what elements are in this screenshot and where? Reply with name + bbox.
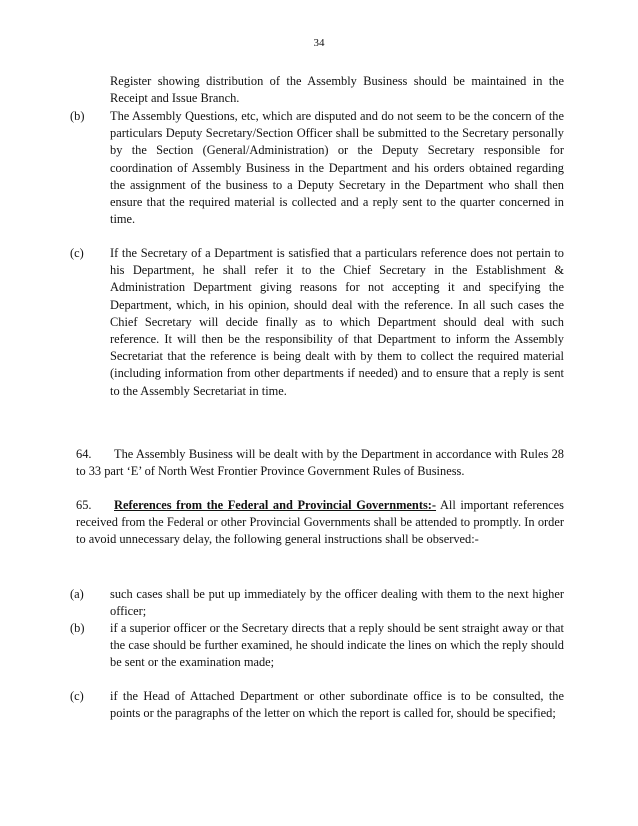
paragraph-text: All important references received from the Federal or other Provincial Governments shall be attended to promptly. In order to avoid unnecessary delay, the following general instructions shall be observed:- [76, 498, 564, 547]
list-item-label: (c) [70, 246, 84, 260]
list-item-label: (b) [70, 621, 85, 635]
list-item-continuation [110, 73, 564, 107]
list-item-label: (c) [70, 689, 84, 703]
page-number: 34 [313, 37, 325, 49]
list-item-text: If the Secretary of a Department is satisfied that a particulars reference does not pertain to his Department, he shall refer it to the Chief Secretary in the Establishment & Administration Department giving reasons for not accepting it and specifying the Department, which, in his opinion, should deal with the reference. In all such cases the Chief Secretary will decide finally as to which Department should deal with such reference. It will then be the responsibility of that Department to inform the Assembly Secretariat that the reference is being dealt with by them to collect the required material (including information from other departments if needed) and to ensure that a reply is sent to the Assembly Secretariat in time. [110, 246, 564, 398]
paragraph-heading: References from the Federal and Provincial Governments:- [114, 498, 437, 512]
list-item-text: such cases shall be put up immediately by the officer dealing with them to the next higher officer; [110, 587, 564, 619]
list-item-label: (b) [70, 109, 85, 123]
list-item-text: if a superior officer or the Secretary directs that a reply should be sent straight away or that the case should be further examined, he should indicate the lines on which the reply should be sent or the examination made; [110, 621, 564, 670]
paragraph-65 [76, 497, 564, 549]
paragraph-number: 65. [76, 498, 92, 512]
list-item-label: (a) [70, 587, 84, 601]
paragraph-number: 64. [76, 447, 92, 461]
instruction-item-c [70, 688, 564, 722]
paragraph-text: The Assembly Business will be dealt with by the Department in accordance with Rules 28 to 33 part ‘E’ of North West Frontier Province Government Rules of Business. [76, 447, 564, 479]
instruction-item-b [70, 620, 564, 672]
paragraph-64 [76, 446, 564, 480]
list-item-text: Register showing distribution of the Assembly Business should be maintained in the Receipt and Issue Branch. [110, 74, 564, 106]
list-item-c [70, 245, 564, 400]
list-item-text: if the Head of Attached Department or other subordinate office is to be consulted, the points or the paragraphs of the letter on which the report is called for, should be specified; [110, 689, 564, 721]
list-item-b [70, 108, 564, 228]
list-item-text: The Assembly Questions, etc, which are disputed and do not seem to be the concern of the particulars Deputy Secretary/Section Officer shall be submitted to the Secretary personally by the Section (General/Administration) or the Deputy Secretary responsible for coordination of Assembly Business in the Department and his orders obtained regarding the assignment of the business to a Deputy Secretary in the Department who shall then ensure that the required material is collected and a reply sent to the quarter concerned in time. [110, 109, 564, 227]
instruction-item-a [70, 586, 564, 620]
